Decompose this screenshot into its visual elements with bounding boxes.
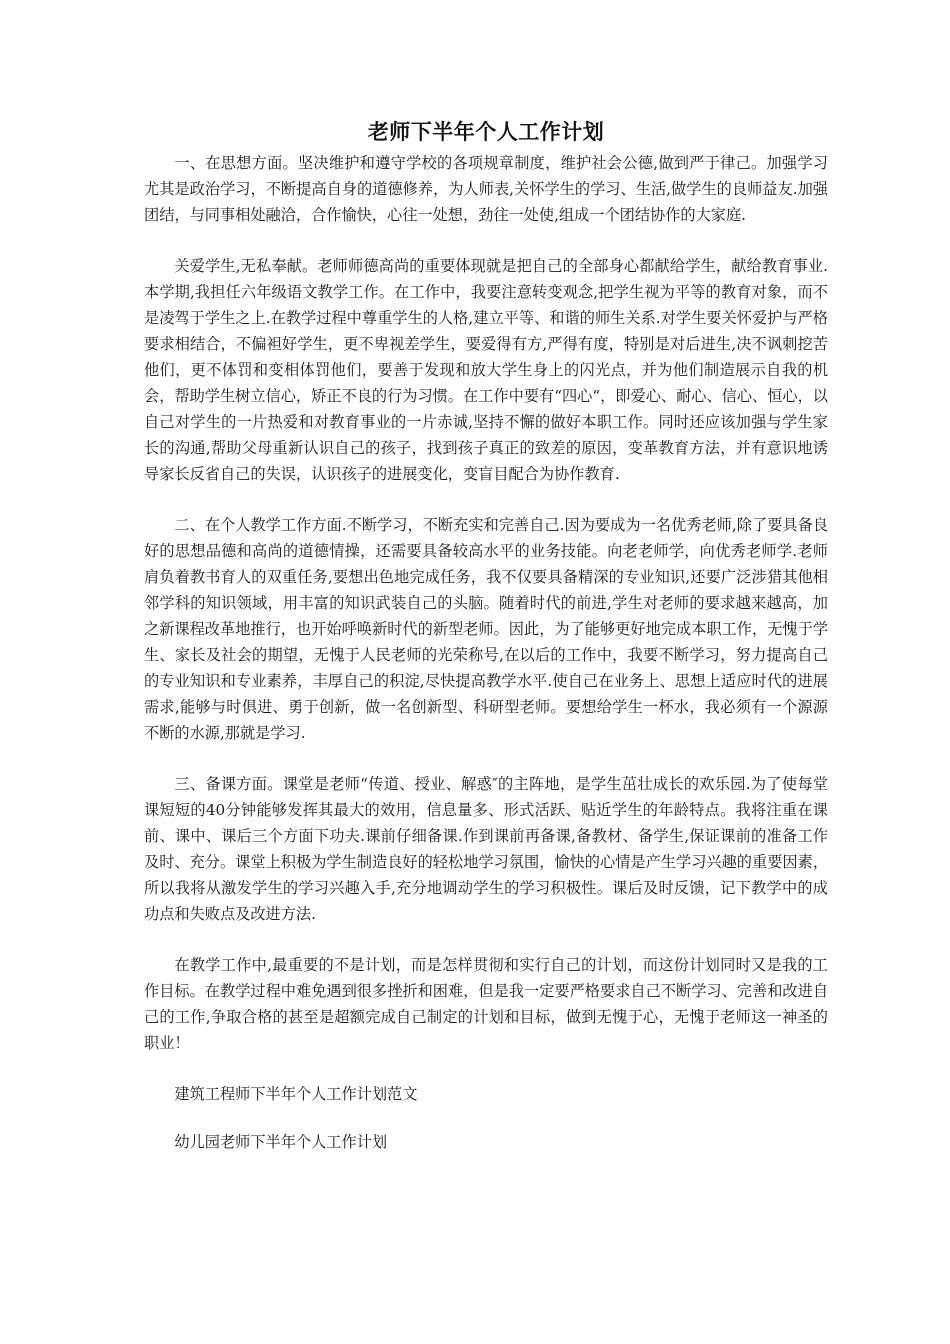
paragraph-teaching-work: 二、在个人教学工作方面.不断学习，不断充实和完善自己.因为要成为一名优秀老师,除了要具备良好的思想品德和高尚的道德情操，还需要具备较高水平的业务技能。向老老师学，向优秀老师学.老师肩负着教书育人的双重任务,要想出色地完成任务，我不仅要具备精深的专业知识,还要广泛涉猎其他相邻学科的知识领域，用丰富的知识武装自己的头脑。随着时代的前进,学生对老师的要求越来越高，加之新课程改革地推行，也开始呼唤新时代的新型老师。因此，为了能够更好地完成本职工作，无愧于学生、家长及社会的期望，无愧于人民老师的光荣称号,在以后的工作中，我要不断学习，努力提高自己的专业知识和专业素养，丰厚自己的积淀,尽快提高教学水平.使自己在业务上、思想上适应时代的进展需求,能够与时俱进、勇于创新，做一名创新型、科研型老师。要想给学生一杯水，我必须有一个源源不断的水源,那就是学习. <box>144 516 828 742</box>
related-link-kindergarten-plan[interactable]: 幼儿园老师下半年个人工作计划 <box>174 1133 388 1151</box>
related-link-architect-plan[interactable]: 建筑工程师下半年个人工作计划范文 <box>174 1085 418 1103</box>
paragraph-ideology: 一、在思想方面。坚决维护和遵守学校的各项规章制度，维护社会公德,做到严于律己。加强学习尤其是政治学习，不断提高自身的道德修养，为人师表,关怀学生的学习、生活,做学生的良师益友.加强团结，与同事相处融洽，合作愉快，心往一处想，劲往一处使,组成一个团结协作的大家庭. <box>144 154 828 224</box>
document-page <box>144 116 828 1177</box>
paragraph-conclusion: 在教学工作中,最重要的不是计划，而是怎样贯彻和实行自己的计划，而这份计划同时又是我的工作目标。在教学过程中难免遇到很多挫折和困难，但是我一定要严格要求自己不断学习、完善和改进自己的工作,争取合格的甚至是超额完成自己制定的计划和目标，做到无愧于心，无愧于老师这一神圣的职业！ <box>144 956 828 1052</box>
paragraph-lesson-preparation: 三、备课方面。课堂是老师“传道、授业、解惑″的主阵地，是学生茁壮成长的欢乐园.为了使每堂课短短的40分钟能够发挥其最大的效用，信息量多、形式活跃、贴近学生的年龄特点。我将注重在课前、课中、课后三个方面下功夫.课前仔细备课.作到课前再备课,备教材、备学生,保证课前的准备工作及时、充分。课堂上积极为学生制造良好的轻松地学习氛围，愉快的心情是产生学习兴趣的重要因素，所以我将从激发学生的学习兴趣入手,充分地调动学生的学习积极性。课后及时反馈，记下教学中的成功点和失败点及改进方法. <box>144 775 828 923</box>
paragraph-care-for-students: 关爱学生,无私奉献。老师师德高尚的重要体现就是把自己的全部身心都献给学生，献给教育事业.本学期,我担任六年级语文教学工作。在工作中，我要注意转变观念,把学生视为平等的教育对象，而不是凌驾于学生之上.在教学过程中尊重学生的人格,建立平等、和谐的师生关系.对学生要关怀爱护与严格要求相结合，不偏袒好学生，更不卑视差学生，要爱得有方,严得有度，特别是对后进生,决不讽刺挖苦他们，更不体罚和变相体罚他们，要善于发现和放大学生身上的闪光点，并为他们制造展示自我的机会，帮助学生树立信心，矫正不良的行为习惯。在工作中要有“四心“，即爱心、耐心、信心、恒心，以自己对学生的一片热爱和对教育事业的一片赤诚,坚持不懈的做好本职工作。同时还应该加强与学生家长的沟通,帮助父母重新认识自己的孩子，找到孩子真正的致差的原因，变革教育方法，并有意识地诱导家长反省自己的失误，认识孩子的进展变化，变盲目配合为协作教育. <box>144 257 828 483</box>
document-title: 老师下半年个人工作计划 <box>367 120 605 144</box>
